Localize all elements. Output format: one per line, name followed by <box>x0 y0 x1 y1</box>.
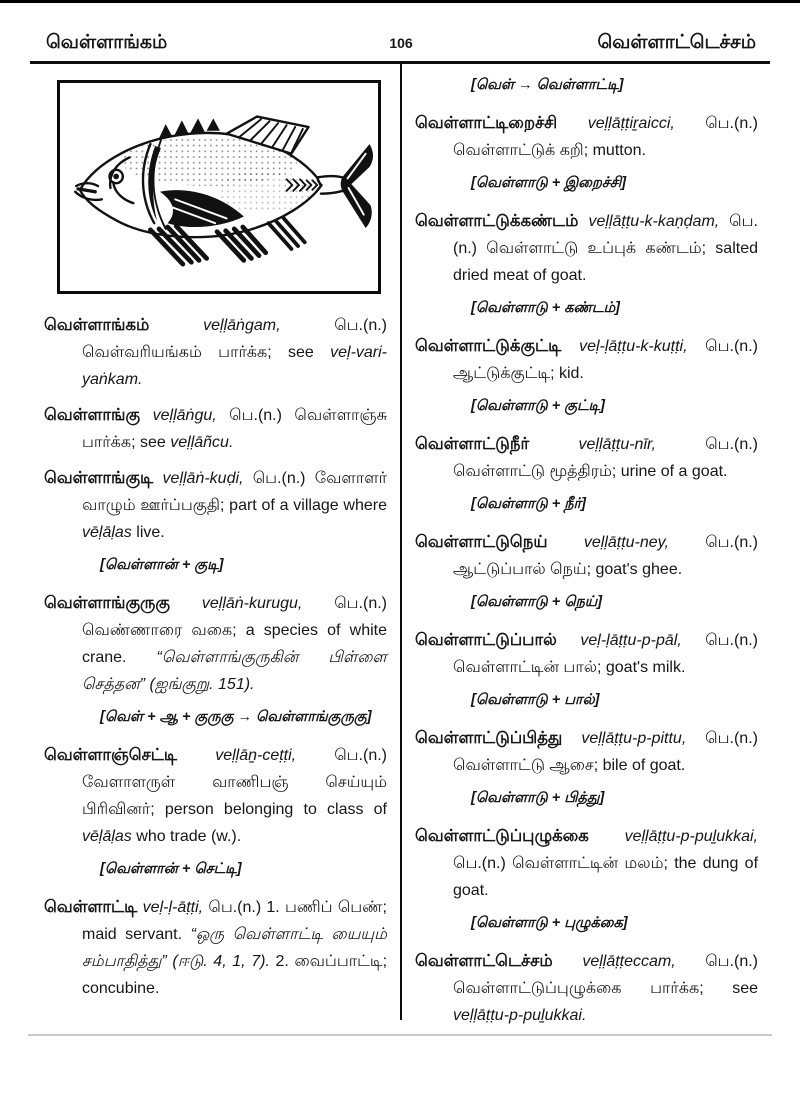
entry-text <box>415 110 758 164</box>
dictionary-entry <box>44 312 387 393</box>
etymology: [வெள்ளாடு + பால்] <box>471 692 600 708</box>
entry-text <box>44 312 387 393</box>
running-head-left: வெள்ளாங்கம் <box>46 32 168 53</box>
etymology: [வெள்ளான் + குடி] <box>100 557 224 573</box>
transliteration: veḷḷāṭṭu-p-puḻukkai, <box>624 828 758 845</box>
entry-text <box>415 529 758 583</box>
entry-text <box>415 823 758 904</box>
transliteration: veḷ-ḷ-āṭṭi, <box>142 899 209 916</box>
etymology: [வெள்ளான் + செட்டி] <box>100 861 242 877</box>
entry-text <box>44 402 387 456</box>
definition-text: வெள்ளாட்டுப்புழுக்கை பார்க்க; see <box>453 980 758 997</box>
part-of-speech: பெ.(n.) <box>334 595 387 612</box>
definition-text: வெள்ளாஞ்சு பார்க்க; see <box>82 407 388 451</box>
headword: வெள்ளாங்குருகு <box>44 594 202 612</box>
dictionary-entry <box>415 627 758 710</box>
transliteration: veḷ-ḷāṭṭu-p-pāl, <box>580 632 706 649</box>
definition-text: வெள்வரியங்கம் பார்க்க; see <box>82 344 331 361</box>
transliteration: veḷḷāṭṭu-p-pittu, <box>581 730 706 747</box>
headword: வெள்ளாட்டுப்பித்து <box>415 729 582 747</box>
right-column-entries <box>415 75 758 1029</box>
transliteration: veḷḷāṭṭu-nīr, <box>578 436 706 453</box>
fish-figure-box <box>57 80 381 294</box>
dictionary-entry <box>415 948 758 1029</box>
definition-text: வேளாளர் வாழும் ஊர்ப்பகுதி; part of a village where <box>82 470 387 514</box>
dictionary-entry <box>44 894 387 1002</box>
dictionary-entry <box>415 208 758 318</box>
dictionary-entry <box>44 742 387 879</box>
part-of-speech: பெ.(n.) <box>208 899 267 916</box>
transliteration: veḷ-vari-yaṅkam. <box>82 344 387 388</box>
transliteration: vēḷāḷas <box>82 524 132 541</box>
definition-text: 1. பணிப் பெண்; maid servant. <box>82 899 387 943</box>
definition-text: வேளாளருள் வாணிபஞ் செய்யும் பிரிவினர்; person belonging to class of <box>82 774 387 818</box>
dictionary-entry <box>44 590 387 727</box>
definition-text: வெள்ளாட்டின் மலம்; the dung of goat. <box>453 855 759 899</box>
entry-text <box>44 894 387 1002</box>
etymology: [வெள்ளாடு + குட்டி] <box>471 398 605 414</box>
transliteration: veḷḷāṭṭu-k-kaṇḍam, <box>588 213 730 230</box>
entry-text <box>415 431 758 485</box>
entry-text <box>415 627 758 681</box>
definition-text: வெள்ளாட்டின் பால்; goat's milk. <box>453 659 686 676</box>
part-of-speech: பெ.(n.) <box>705 953 758 970</box>
part-of-speech: பெ.(n.) <box>705 730 758 747</box>
part-of-speech: பெ.(n.) <box>252 470 315 487</box>
transliteration: veḷḷāṅ-kuḍi, <box>162 470 253 487</box>
page-top-border <box>0 0 800 3</box>
entry-text <box>44 465 387 546</box>
definition-text: who trade (w.). <box>131 828 242 845</box>
page-number: 106 <box>389 35 413 51</box>
dictionary-entry <box>415 75 758 95</box>
dictionary-entry <box>415 823 758 933</box>
entry-text <box>415 333 758 387</box>
dictionary-entry <box>44 465 387 575</box>
part-of-speech: பெ.(n.) <box>705 436 759 453</box>
definition-text: வெள்ளாட்டுக் கறி; mutton. <box>453 142 646 159</box>
part-of-speech: பெ.(n.) <box>229 407 295 424</box>
part-of-speech: பெ.(n.) <box>334 747 387 764</box>
part-of-speech: பெ.(n.) <box>705 338 758 355</box>
etymology: [வெள் + ஆ + குருகு → வெள்ளாங்குருகு] <box>100 709 372 725</box>
definition-text: 2. வைப்பாட்டி; concubine. <box>82 953 388 997</box>
transliteration: veḷ-ḷāṭṭu-k-kuṭṭi, <box>579 338 706 355</box>
headword: வெள்ளாட்டிறைச்சி <box>415 114 588 132</box>
definition-text: ஆட்டுப்பால் நெய்; goat's ghee. <box>453 561 683 578</box>
etymology: [வெள்ளாடு + கண்டம்] <box>471 300 620 316</box>
entry-text <box>415 208 758 289</box>
quotation: “ஒரு வெள்ளாட்டி யையும் சம்பாதித்து” <box>82 926 388 970</box>
part-of-speech: பெ.(n.) <box>705 632 758 649</box>
definition-text: வெள்ளாட்டு உப்புக் கண்டம்; salted dried meat of goat. <box>453 240 758 284</box>
headword: வெள்ளாட்டுப்புழுக்கை <box>415 827 625 845</box>
quotation: (ஈடு. 4, 1, 7). <box>172 953 276 970</box>
transliteration: veḷḷāṭṭiṟaicci, <box>587 115 706 132</box>
etymology: [வெள் → வெள்ளாட்டி] <box>471 77 624 93</box>
entry-text <box>44 742 387 850</box>
etymology: [வெள்ளாடு + நெய்] <box>471 594 603 610</box>
entry-text <box>415 725 758 779</box>
left-column-entries <box>44 312 387 1002</box>
entry-text <box>44 590 387 698</box>
headword: வெள்ளாட்டுப்பால் <box>415 631 581 649</box>
quotation: “வெள்ளாங்குருகின் பிள்ளை செத்தன” <box>82 649 387 693</box>
etymology: [வெள்ளாடு + நீர்] <box>471 496 586 512</box>
headword: வெள்ளாட்டுநெய் <box>415 533 584 551</box>
definition-text: live. <box>131 524 165 541</box>
dictionary-entry <box>415 333 758 416</box>
definition-text: ஆட்டுக்குட்டி; kid. <box>453 365 584 382</box>
headword: வெள்ளாட்டுநீர் <box>415 435 579 453</box>
headword: வெள்ளாட்டி <box>44 898 143 916</box>
headword: வெள்ளாட்டெச்சம் <box>415 952 583 970</box>
definition-text: வெள்ளாட்டு மூத்திரம்; urine of a goat. <box>453 463 728 480</box>
etymology: [வெள்ளாடு + புழுக்கை] <box>471 915 628 931</box>
definition-text: வெள்ளாட்டு ஆசை; bile of goat. <box>453 757 686 774</box>
running-header <box>46 32 756 56</box>
transliteration: veḷḷāṭṭeccam, <box>582 953 706 970</box>
quotation: (ஐங்குறு. 151). <box>149 676 255 693</box>
headword: வெள்ளாங்கம் <box>44 316 204 334</box>
dictionary-entry <box>44 402 387 456</box>
headword: வெள்ளாட்டுக்கண்டம் <box>415 212 589 230</box>
right-column <box>415 74 758 1038</box>
definition-text: வெண்ணாரை வகை; a species of white crane. <box>82 622 387 666</box>
part-of-speech: பெ.(n.) <box>453 213 758 257</box>
headword: வெள்ளாங்குடி <box>44 469 163 487</box>
dictionary-entry <box>415 431 758 514</box>
part-of-speech: பெ.(n.) <box>705 534 758 551</box>
part-of-speech: பெ.(n.) <box>705 115 758 132</box>
etymology: [வெள்ளாடு + பித்து] <box>471 790 605 806</box>
etymology: [வெள்ளாடு + இறைச்சி] <box>471 175 627 191</box>
transliteration: veḷḷāṉ-ceṭṭi, <box>215 747 335 764</box>
entry-text <box>415 948 758 1029</box>
left-column <box>44 74 387 1038</box>
transliteration: veḷḷāṅ-kurugu, <box>201 595 335 612</box>
transliteration: vēḷāḷas <box>82 828 132 845</box>
headword: வெள்ளாஞ்செட்டி <box>44 746 216 764</box>
headword: வெள்ளாங்கு <box>44 406 153 424</box>
fish-illustration <box>64 87 374 287</box>
transliteration: veḷḷāṭṭu-p-puḻukkai. <box>453 1007 587 1024</box>
running-head-right: வெள்ளாட்டெச்சம் <box>597 32 756 53</box>
dictionary-entry <box>415 725 758 808</box>
page-body <box>44 74 758 1038</box>
transliteration: veḷḷāṅgam, <box>203 317 335 334</box>
part-of-speech: பெ.(n.) <box>453 855 513 872</box>
dictionary-entry <box>415 529 758 612</box>
transliteration: veḷḷāṅgu, <box>152 407 230 424</box>
transliteration: veḷḷāṭṭu-ney, <box>583 534 706 551</box>
headword: வெள்ளாட்டுக்குட்டி <box>415 337 580 355</box>
dictionary-entry <box>415 110 758 193</box>
part-of-speech: பெ.(n.) <box>334 317 387 334</box>
transliteration: veḷḷāñcu. <box>170 434 234 451</box>
